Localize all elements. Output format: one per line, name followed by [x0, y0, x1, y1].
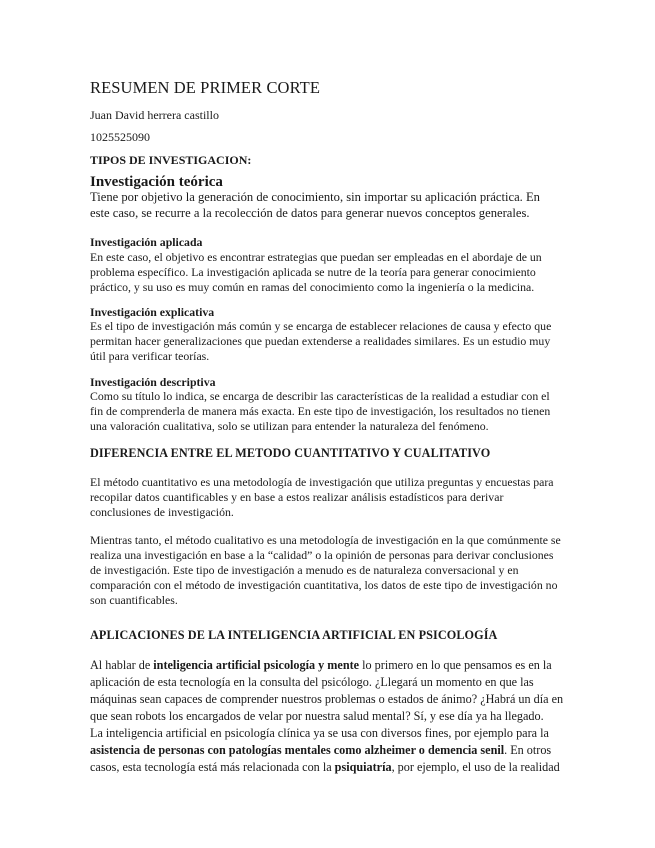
text-segment: , por ejemplo, el uso de la realidad: [391, 760, 560, 774]
paragraph-investigacion-aplicada: En este caso, el objetivo es encontrar estrategias que puedan ser empleadas en el abordaje de un problema específico. La investigación aplicada se nutre de la teoría para generar conocimiento práctico, y su uso es muy común en ramas del conocimiento como la ingeniería o la medicina.: [90, 250, 542, 294]
text-segment: . En otros casos, esta tecnología está más relacionada con la: [90, 743, 552, 774]
ai-text-block: [90, 657, 564, 776]
paragraph-ia-psicologia-mente: [90, 657, 564, 725]
paragraph-investigacion-descriptiva: Como su título lo indica, se encarga de describir las características de la realidad a estudiar con el fin de comprenderla de manera más exacta. En este tipo de investigación, los resultados no tienen una valoración cualitativa, solo se utilizan para entender la naturaleza del fenómeno.: [90, 389, 551, 433]
section-heading-diferencia: DIFERENCIA ENTRE EL METODO CUANTITATIVO Y CUALITATIVO: [90, 446, 491, 460]
heading-investigacion-explicativa: Investigación explicativa: [90, 305, 215, 319]
paragraph-metodo-cualitativo: Mientras tanto, el método cualitativo es una metodología de investigación en la que comúnmente se realiza una investigación en base a la “calidad” o la opinión de personas para derivar conclusiones de investigación. Este tipo de investigación a menudo es de naturaleza conversacional y en comparación con el método de investigación cuantitativa, los datos de este tipo de investigación no son cuantificables.: [90, 533, 561, 607]
paragraph-investigacion-explicativa: Es el tipo de investigación más común y se encarga de establecer relaciones de causa y efecto que permitan hacer generalizaciones que puedan extenderse a realidades similares. Es un estudio muy útil para verificar teorías.: [90, 319, 552, 363]
paragraph-investigacion-teorica: Tiene por objetivo la generación de conocimiento, sin importar su aplicación práctica. En este caso, se recurre a la recolección de datos para generar nuevos conceptos generales.: [90, 190, 540, 220]
bold-phrase-psiquiatria: psiquiatría: [334, 760, 392, 774]
paragraph-ia-psicologia-clinica: [90, 725, 564, 776]
document-title: RESUMEN DE PRIMER CORTE: [90, 78, 321, 97]
section-heading-aplicaciones-ia: APLICACIONES DE LA INTELIGENCIA ARTIFICIAL EN PSICOLOGÍA: [90, 628, 498, 642]
bold-phrase-asistencia: asistencia de personas con patologías mentales como alzheimer o demencia senil: [90, 743, 505, 757]
bold-phrase-ia-psicologia: inteligencia artificial psicología y mente: [153, 658, 360, 672]
author-name: Juan David herrera castillo: [90, 108, 219, 122]
student-id: 1025525090: [90, 130, 150, 144]
paragraph-metodo-cuantitativo: El método cuantitativo es una metodología de investigación que utiliza preguntas y encuestas para recopilar datos cuantificables y en base a estos realizar análisis estadísticos para derivar conclusiones de investigación.: [90, 475, 554, 519]
text-segment: Al hablar de: [90, 658, 154, 672]
text-segment: lo primero en lo que pensamos es en la aplicación de esta tecnología en la consulta del psicólogo. ¿Llegará un momento en que las máquinas sean capaces de comprender nuestros problemas o estados de ánimo? ¿Habrá un día en que sean robots los encargados de velar por nuestra salud mental? Sí, y ese día ya ha llegado.: [90, 658, 564, 723]
heading-investigacion-aplicada: Investigación aplicada: [90, 235, 203, 249]
heading-investigacion-descriptiva: Investigación descriptiva: [90, 375, 216, 389]
text-segment: La inteligencia artificial en psicología clínica ya se usa con diversos fines, por ejemplo para la: [90, 726, 549, 740]
heading-investigacion-teorica: Investigación teórica: [90, 174, 223, 190]
section-heading-tipos: TIPOS DE INVESTIGACION:: [90, 153, 252, 167]
